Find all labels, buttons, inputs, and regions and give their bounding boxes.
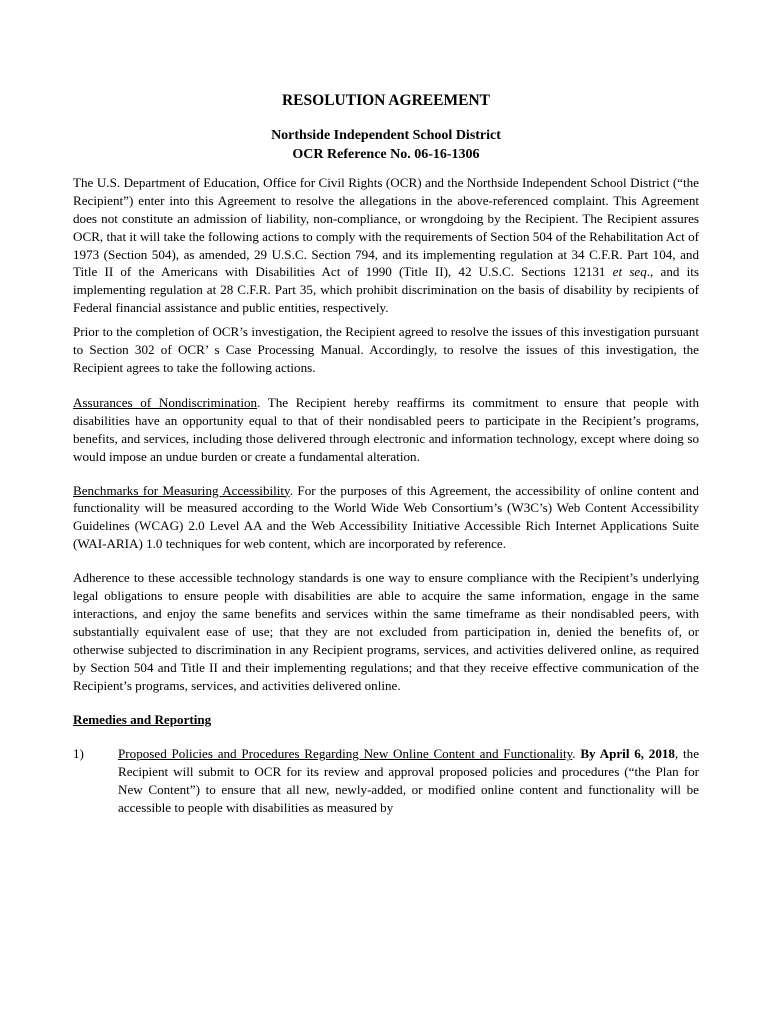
intro-text-b: ., and its implementing regulation at 28 C.F.R. Part 35, which prohibit discrimination on the basis of disability by recipients of Federal financial assistance and public entities, respectively. — [73, 264, 699, 316]
prior-paragraph: Prior to the completion of OCR’s investigation, the Recipient agreed to resolve the issues of this investigation pursuant to Section 302 of OCR’ s Case Processing Manual. Accordingly, to resolve the issues of this investigation, the Recipient agrees to take the following actions. — [73, 324, 699, 375]
item-text: , the Recipient will submit to OCR for its review and approval proposed policies and procedures (“the Plan for New Content”) to ensure that all new, newly-added, or modified online content and functionality will be accessible to people with disabilities as measured by — [118, 746, 700, 816]
item-label-end: . — [572, 746, 581, 762]
document-title: RESOLUTION AGREEMENT — [281, 92, 490, 109]
list-item — [73, 745, 699, 817]
item-number: 1) — [73, 746, 84, 762]
benchmarks-text: . For the purposes of this Agreement, the accessibility of online content and functionality will be measured according to the World Wide Web Consortium’s (W3C’s) Web Content Accessibility Guidelines (WCAG) 2.0 Level AA and the Web Accessibility Initiative Accessible Rich Internet Applications Suite (WAI-ARIA) 1.0 techniques for web content, which are incorporated by reference. — [73, 482, 699, 552]
intro-paragraph — [73, 174, 699, 317]
remedies-heading: Remedies and Reporting — [73, 712, 212, 728]
assurances-text: . The Recipient hereby reaffirms its commitment to ensure that people with disabilities have an opportunity equal to that of their nondisabled peers to participate in the Recipient’s programs, benefits, and services, including those delivered through electronic and information technology, except where doing so would impose an undue burden or create a fundamental alteration. — [73, 394, 699, 464]
adherence-paragraph: Adherence to these accessible technology standards is one way to ensure compliance with the Recipient’s underlying legal obligations to ensure people with disabilities are able to acquire the same information, engage in the same interactions, and enjoy the same benefits and services within the same timeframe as their nondisabled peers, with substantially equivalent ease of use; that they are not excluded from participation in, denied the benefits of, or otherwise subjected to discrimination in any Recipient programs, services, and activities delivered online, as required by Section 504 and Title II and their implementing regulations; and that they receive effective communication of the Recipient’s programs, services, and activities delivered online. — [73, 570, 699, 693]
intro-italic: et seq — [612, 264, 647, 280]
item-label: Proposed Policies and Procedures Regarding New Online Content and Functionality — [118, 746, 573, 762]
document-page — [73, 92, 699, 817]
item-deadline: By April 6, 2018 — [580, 746, 675, 762]
recipient-name: Northside Independent School District — [271, 127, 501, 143]
intro-text-a: The U.S. Department of Education, Office for Civil Rights (OCR) and the Northside Independent School District (“the Recipient”) enter into this Agreement to resolve the allegations in the above-referenced complaint. This Agreement does not constitute an admission of liability, non-compliance, or wrongdoing by the Recipient. The Recipient assures OCR, that it will take the following actions to comply with the requirements of Section 504 of the Rehabilitation Act of 1973 (Section 504), as amended, 29 U.S.C. Section 794, and its implementing regulation at 34 C.F.R. Part 104, and Title II of the Americans with Disabilities Act of 1990 (Title II), 42 U.S.C. Sections 12131 — [73, 174, 699, 280]
document-subtitle — [73, 126, 699, 164]
assurances-label: Assurances of Nondiscrimination — [73, 394, 258, 410]
benchmarks-paragraph — [73, 482, 699, 554]
assurances-paragraph — [73, 394, 699, 466]
reference-number: OCR Reference No. 06-16-1306 — [292, 146, 480, 162]
benchmarks-label: Benchmarks for Measuring Accessibility — [73, 482, 290, 498]
item-body — [118, 745, 699, 817]
